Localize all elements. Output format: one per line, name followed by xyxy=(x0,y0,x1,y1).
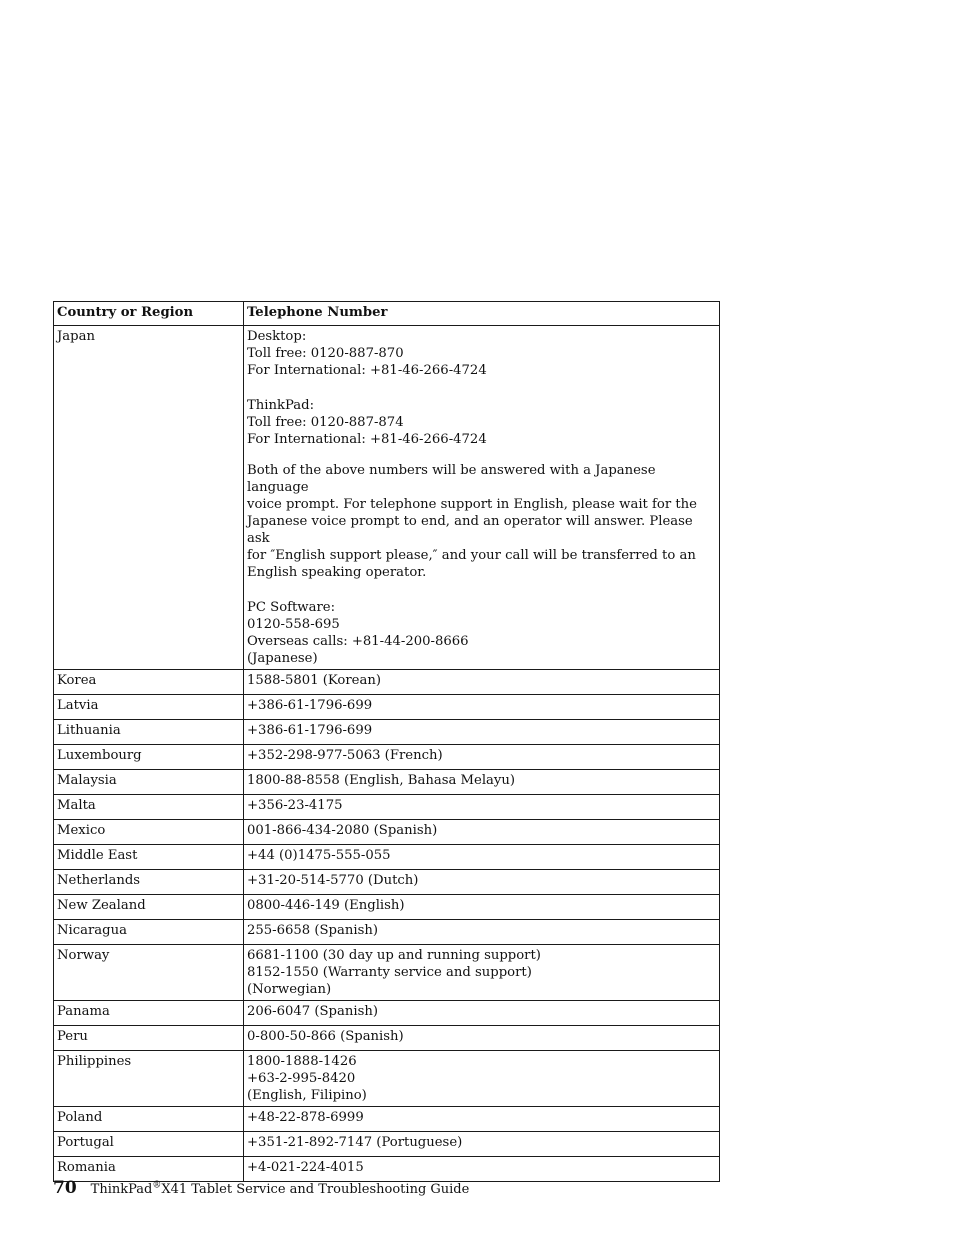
table-row xyxy=(54,895,720,920)
phone-cell xyxy=(244,845,720,870)
phone-line: 1800-88-8558 (English, Bahasa Melayu) xyxy=(247,773,515,788)
phone-cell xyxy=(244,920,720,945)
phone-cell xyxy=(244,770,720,795)
japan-note-line: Both of the above numbers will be answered with a Japanese language xyxy=(247,463,656,495)
phone-cell xyxy=(244,945,720,1001)
desktop-toll-free: Toll free: 0120-887-870 xyxy=(247,346,404,361)
phone-line: 001-866-434-2080 (Spanish) xyxy=(247,823,438,838)
table-row xyxy=(54,745,720,770)
country-cell: Japan xyxy=(54,326,244,670)
header-phone: Telephone Number xyxy=(244,302,720,326)
country-cell: Poland xyxy=(54,1107,244,1132)
phone-line: (Norwegian) xyxy=(247,982,332,997)
phone-cell xyxy=(244,695,720,720)
table-row xyxy=(54,1001,720,1026)
table-header-row xyxy=(54,302,720,326)
phone-line: 0800-446-149 (English) xyxy=(247,898,405,913)
pc-software-language: (Japanese) xyxy=(247,651,318,666)
phone-cell xyxy=(244,326,720,670)
header-country: Country or Region xyxy=(54,302,244,326)
japan-note-line: for ″English support please,″ and your call will be transferred to an xyxy=(247,548,696,563)
phone-cell xyxy=(244,1107,720,1132)
phone-line: 255-6658 (Spanish) xyxy=(247,923,378,938)
phone-line: +386-61-1796-699 xyxy=(247,698,373,713)
phone-cell xyxy=(244,795,720,820)
phone-line: +31-20-514-5770 (Dutch) xyxy=(247,873,419,888)
japan-note-line: Japanese voice prompt to end, and an operator will answer. Please ask xyxy=(247,514,693,546)
japan-note-line: voice prompt. For telephone support in English, please wait for the xyxy=(247,497,697,512)
phone-line: 1588-5801 (Korean) xyxy=(247,673,381,688)
registered-mark: ® xyxy=(152,1180,162,1191)
document-title xyxy=(91,1182,470,1197)
phone-line: +63-2-995-8420 xyxy=(247,1071,356,1086)
country-cell: Panama xyxy=(54,1001,244,1026)
table-row xyxy=(54,326,720,670)
thinkpad-international: For International: +81-46-266-4724 xyxy=(247,432,487,447)
table-row xyxy=(54,870,720,895)
country-cell: Latvia xyxy=(54,695,244,720)
table-row xyxy=(54,945,720,1001)
country-cell: Philippines xyxy=(54,1051,244,1107)
country-cell: New Zealand xyxy=(54,895,244,920)
pc-software-number: 0120-558-695 xyxy=(247,617,340,632)
pc-software-label: PC Software: xyxy=(247,600,336,615)
country-cell: Korea xyxy=(54,670,244,695)
table-row xyxy=(54,1107,720,1132)
thinkpad-toll-free: Toll free: 0120-887-874 xyxy=(247,415,404,430)
country-cell: Lithuania xyxy=(54,720,244,745)
phone-cell xyxy=(244,1051,720,1107)
country-cell: Portugal xyxy=(54,1132,244,1157)
country-cell: Middle East xyxy=(54,845,244,870)
country-cell: Netherlands xyxy=(54,870,244,895)
country-cell: Malta xyxy=(54,795,244,820)
table-row xyxy=(54,795,720,820)
table-row xyxy=(54,770,720,795)
country-cell: Norway xyxy=(54,945,244,1001)
japan-note-line: English speaking operator. xyxy=(247,565,427,580)
table-row xyxy=(54,845,720,870)
pc-software-overseas: Overseas calls: +81-44-200-8666 xyxy=(247,634,469,649)
phone-line: +4-021-224-4015 xyxy=(247,1160,364,1175)
phone-cell xyxy=(244,1001,720,1026)
desktop-label: Desktop: xyxy=(247,329,307,344)
phone-line: 1800-1888-1426 xyxy=(247,1054,357,1069)
phone-cell xyxy=(244,1026,720,1051)
phone-line: +351-21-892-7147 (Portuguese) xyxy=(247,1135,463,1150)
table-row xyxy=(54,1132,720,1157)
thinkpad-label: ThinkPad: xyxy=(247,398,315,413)
country-cell: Peru xyxy=(54,1026,244,1051)
phone-line: +356-23-4175 xyxy=(247,798,343,813)
phone-line: 8152-1550 (Warranty service and support) xyxy=(247,965,532,980)
phone-support-table xyxy=(53,301,720,1182)
country-cell: Romania xyxy=(54,1157,244,1182)
phone-cell xyxy=(244,670,720,695)
country-cell: Mexico xyxy=(54,820,244,845)
table-row xyxy=(54,1026,720,1051)
country-cell: Nicaragua xyxy=(54,920,244,945)
table-row xyxy=(54,920,720,945)
phone-line: 0-800-50-866 (Spanish) xyxy=(247,1029,404,1044)
phone-cell xyxy=(244,820,720,845)
table-row xyxy=(54,720,720,745)
page-number: 70 xyxy=(53,1178,77,1198)
country-cell: Malaysia xyxy=(54,770,244,795)
phone-line: +44 (0)1475-555-055 xyxy=(247,848,391,863)
title-prefix: ThinkPad xyxy=(90,1182,153,1197)
table-row xyxy=(54,695,720,720)
table-row xyxy=(54,670,720,695)
country-cell: Luxembourg xyxy=(54,745,244,770)
phone-line: 206-6047 (Spanish) xyxy=(247,1004,378,1019)
phone-cell xyxy=(244,895,720,920)
phone-cell xyxy=(244,870,720,895)
desktop-international: For International: +81-46-266-4724 xyxy=(247,363,487,378)
phone-line: (English, Filipino) xyxy=(247,1088,367,1103)
phone-line: +386-61-1796-699 xyxy=(247,723,373,738)
title-suffix: X41 Tablet Service and Troubleshooting Guide xyxy=(161,1182,470,1197)
phone-cell xyxy=(244,1132,720,1157)
page-footer xyxy=(53,1178,469,1202)
table-row xyxy=(54,820,720,845)
phone-line: 6681-1100 (30 day up and running support) xyxy=(247,948,541,963)
phone-line: +48-22-878-6999 xyxy=(247,1110,364,1125)
phone-line: +352-298-977-5063 (French) xyxy=(247,748,443,763)
phone-cell xyxy=(244,745,720,770)
phone-cell xyxy=(244,720,720,745)
table-row xyxy=(54,1051,720,1107)
